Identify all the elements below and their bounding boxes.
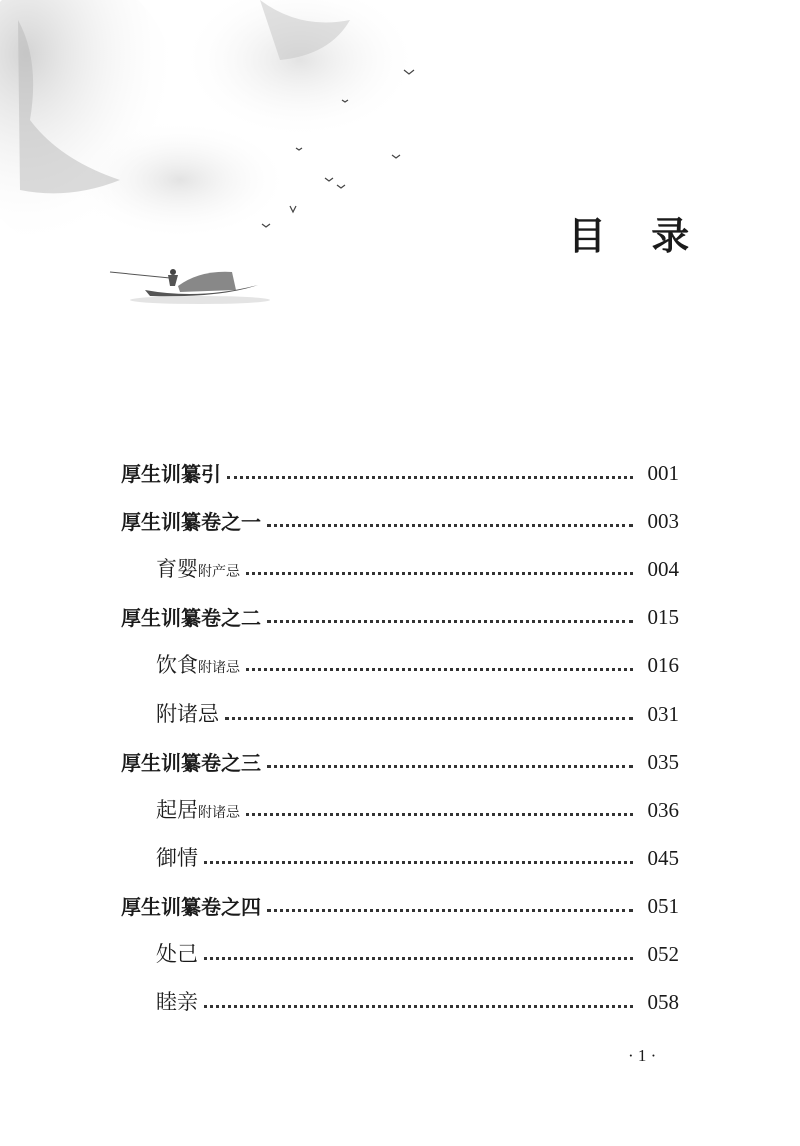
- toc-entry-label: 厚生训纂引: [121, 462, 221, 487]
- toc-entry-title: [156, 944, 198, 965]
- ink-landscape-illustration: [0, 0, 440, 330]
- toc-entry[interactable]: [121, 725, 679, 773]
- toc-entry[interactable]: [121, 869, 679, 917]
- toc-entry-label: 厚生训纂卷之二: [121, 606, 261, 631]
- toc-entry-label: 睦亲: [156, 990, 198, 1015]
- toc-entry-page: 052: [647, 942, 679, 967]
- toc-entry[interactable]: [121, 628, 679, 676]
- toc-entry-label: 育婴: [156, 557, 198, 582]
- toc-entry-page: 058: [647, 990, 679, 1015]
- toc-entry-title: [156, 992, 198, 1013]
- page-title: 目 录: [568, 214, 706, 258]
- toc-entry-title: [156, 655, 240, 676]
- toc-entry-title: [156, 845, 198, 870]
- toc-entry-page: 036: [647, 797, 679, 822]
- dot-leader: [267, 524, 633, 527]
- dot-leader: [204, 861, 633, 864]
- toc-entry-note: 附诸忌: [198, 804, 240, 821]
- dot-leader: [267, 765, 633, 768]
- toc-entry-page: 015: [647, 605, 679, 630]
- toc-entry-label: 饮食: [156, 653, 198, 678]
- toc-entry-title: [121, 606, 261, 631]
- toc-entry-title: [121, 462, 221, 487]
- toc-entry-note: 附产忌: [198, 564, 240, 581]
- table-of-contents: [121, 436, 679, 1013]
- toc-entry-title: [156, 559, 240, 580]
- toc-entry[interactable]: [121, 676, 679, 724]
- boat-icon: [110, 269, 258, 296]
- toc-entry-page: 035: [647, 749, 679, 774]
- dot-leader: [225, 717, 633, 720]
- toc-entry-label: 厚生训纂卷之三: [121, 750, 261, 775]
- toc-entry[interactable]: [121, 773, 679, 821]
- dot-leader: [246, 572, 633, 575]
- toc-entry-label: 厚生训纂卷之一: [121, 510, 261, 535]
- toc-entry-page: 045: [647, 845, 679, 870]
- toc-entry-page: 016: [647, 653, 679, 678]
- toc-entry-label: 厚生训纂卷之四: [121, 894, 261, 919]
- toc-entry[interactable]: [121, 580, 679, 631]
- toc-entry[interactable]: [121, 965, 679, 1013]
- toc-entry-page: 001: [647, 461, 679, 486]
- dot-leader: [204, 957, 633, 960]
- toc-entry-title: [156, 701, 219, 726]
- dot-leader: [267, 909, 633, 912]
- toc-entry-page: 051: [647, 893, 679, 918]
- toc-entry[interactable]: [121, 436, 679, 487]
- toc-entry-title: [121, 510, 261, 535]
- toc-entry-title: [156, 797, 240, 822]
- toc-entry-page: 003: [647, 509, 679, 534]
- toc-entry-title: [121, 750, 261, 775]
- toc-entry-page: 031: [647, 701, 679, 726]
- toc-entry-label: 起居: [156, 797, 198, 822]
- dot-leader: [246, 813, 633, 816]
- toc-entry[interactable]: [121, 532, 679, 580]
- toc-entry-label: 御情: [156, 845, 198, 870]
- toc-entry-label: 处己: [156, 942, 198, 967]
- toc-entry-title: [121, 894, 261, 919]
- dot-leader: [227, 476, 633, 479]
- page-number: · 1 ·: [628, 1046, 657, 1065]
- dot-leader: [267, 620, 633, 623]
- toc-entry[interactable]: [121, 821, 679, 869]
- toc-entry[interactable]: [121, 917, 679, 965]
- toc-entry[interactable]: [121, 484, 679, 535]
- toc-entry-note: 附诸忌: [198, 660, 240, 677]
- toc-entry-page: 004: [647, 557, 679, 582]
- dot-leader: [204, 1005, 633, 1008]
- dot-leader: [246, 668, 633, 671]
- toc-entry-label: 附诸忌: [156, 701, 219, 726]
